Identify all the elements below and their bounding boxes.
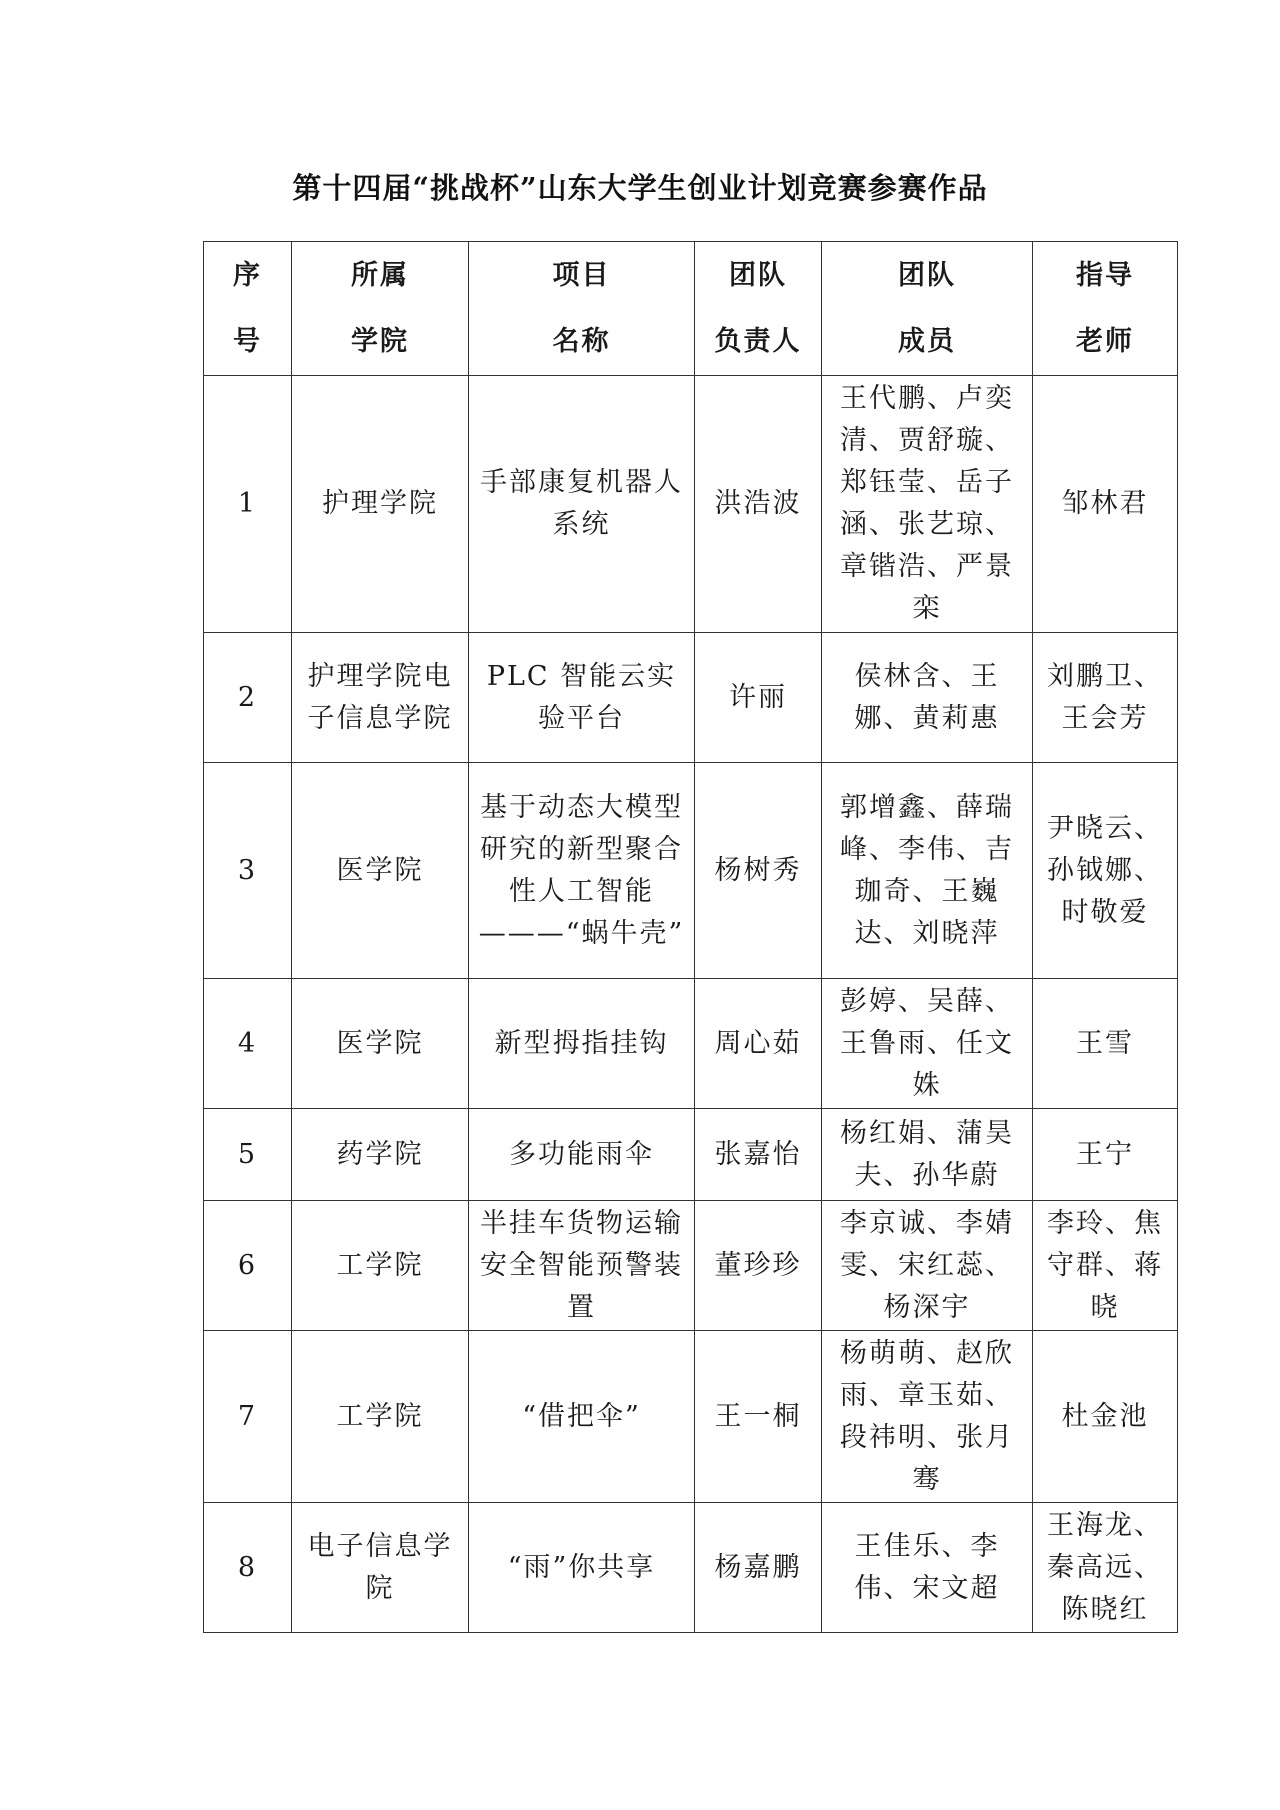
entries-table (203, 241, 1178, 1633)
cell-members: 王代鹏、卢奕清、贾舒璇、郑钰莹、岳子涵、张艺琼、章锴浩、严景栾 (822, 376, 1033, 633)
cell-seq: 2 (204, 633, 292, 763)
cell-college: 药学院 (292, 1109, 469, 1201)
cell-college: 护理学院 (292, 376, 469, 633)
header-college-line2: 学院 (351, 325, 409, 357)
cell-advisor: 杜金池 (1033, 1331, 1178, 1503)
cell-members: 侯林含、王娜、黄莉惠 (822, 633, 1033, 763)
header-project-line1: 项目 (552, 259, 611, 291)
cell-seq: 4 (204, 979, 292, 1109)
page-title: 第十四届“挑战杯”山东大学生创业计划竞赛参赛作品 (292, 171, 988, 205)
cell-seq: 1 (204, 376, 292, 633)
header-members-line2: 成员 (898, 325, 956, 357)
cell-advisor: 王雪 (1033, 979, 1178, 1109)
header-advisor-line2: 老师 (1076, 325, 1134, 357)
table-header-row (204, 242, 1178, 376)
cell-seq: 8 (204, 1503, 292, 1633)
cell-members: 杨萌萌、赵欣雨、章玉茹、段祎明、张月骞 (822, 1331, 1033, 1503)
header-seq-line1: 序 (233, 259, 262, 291)
cell-advisor: 王海龙、秦高远、陈晓红 (1033, 1503, 1178, 1633)
cell-members: 郭增鑫、薛瑞峰、李伟、吉珈奇、王巍达、刘晓萍 (822, 763, 1033, 979)
header-leader-line2: 负责人 (714, 325, 802, 357)
cell-college: 工学院 (292, 1201, 469, 1331)
cell-members: 李京诚、李婧雯、宋红蕊、杨深宇 (822, 1201, 1033, 1331)
cell-project: 手部康复机器人系统 (469, 376, 695, 633)
cell-college: 医学院 (292, 763, 469, 979)
header-leader (695, 242, 822, 376)
cell-advisor: 邹林君 (1033, 376, 1178, 633)
cell-advisor: 尹晓云、孙钺娜、时敬爱 (1033, 763, 1178, 979)
cell-seq: 7 (204, 1331, 292, 1503)
cell-project: 半挂车货物运输安全智能预警装置 (469, 1201, 695, 1331)
cell-college: 电子信息学院 (292, 1503, 469, 1633)
cell-leader: 许丽 (695, 633, 822, 763)
table-row (204, 1503, 1178, 1633)
header-seq (204, 242, 292, 376)
cell-college: 工学院 (292, 1331, 469, 1503)
cell-seq: 6 (204, 1201, 292, 1331)
cell-project: 新型拇指挂钩 (469, 979, 695, 1109)
header-members (822, 242, 1033, 376)
header-advisor-line1: 指导 (1076, 259, 1134, 291)
table-row (204, 1201, 1178, 1331)
cell-leader: 董珍珍 (695, 1201, 822, 1331)
cell-project: “借把伞” (469, 1331, 695, 1503)
cell-members: 杨红娟、蒲昊夫、孙华蔚 (822, 1109, 1033, 1201)
header-project-line2: 名称 (552, 325, 611, 357)
cell-project: 多功能雨伞 (469, 1109, 695, 1201)
cell-advisor: 王宁 (1033, 1109, 1178, 1201)
cell-seq: 3 (204, 763, 292, 979)
cell-leader: 周心茹 (695, 979, 822, 1109)
cell-project: 基于动态大模型研究的新型聚合性人工智能———“蜗牛壳” (469, 763, 695, 979)
header-project (469, 242, 695, 376)
header-college-line1: 所属 (351, 259, 409, 291)
header-members-line1: 团队 (898, 259, 956, 291)
cell-leader: 洪浩波 (695, 376, 822, 633)
header-leader-line1: 团队 (729, 259, 787, 291)
table-row (204, 1109, 1178, 1201)
cell-project: PLC 智能云实验平台 (469, 633, 695, 763)
cell-leader: 王一桐 (695, 1331, 822, 1503)
cell-members: 王佳乐、李伟、宋文超 (822, 1503, 1033, 1633)
header-advisor (1033, 242, 1178, 376)
table-row (204, 376, 1178, 633)
cell-advisor: 刘鹏卫、王会芳 (1033, 633, 1178, 763)
table-row (204, 979, 1178, 1109)
table-row (204, 633, 1178, 763)
cell-project: “雨”你共享 (469, 1503, 695, 1633)
table-row (204, 763, 1178, 979)
cell-college: 医学院 (292, 979, 469, 1109)
table-row (204, 1331, 1178, 1503)
cell-members: 彭婷、吴薛、王鲁雨、任文姝 (822, 979, 1033, 1109)
cell-leader: 杨树秀 (695, 763, 822, 979)
header-seq-line2: 号 (233, 325, 262, 357)
cell-college: 护理学院电子信息学院 (292, 633, 469, 763)
cell-leader: 杨嘉鹏 (695, 1503, 822, 1633)
cell-leader: 张嘉怡 (695, 1109, 822, 1201)
header-college (292, 242, 469, 376)
cell-advisor: 李玲、焦守群、蒋晓 (1033, 1201, 1178, 1331)
cell-seq: 5 (204, 1109, 292, 1201)
